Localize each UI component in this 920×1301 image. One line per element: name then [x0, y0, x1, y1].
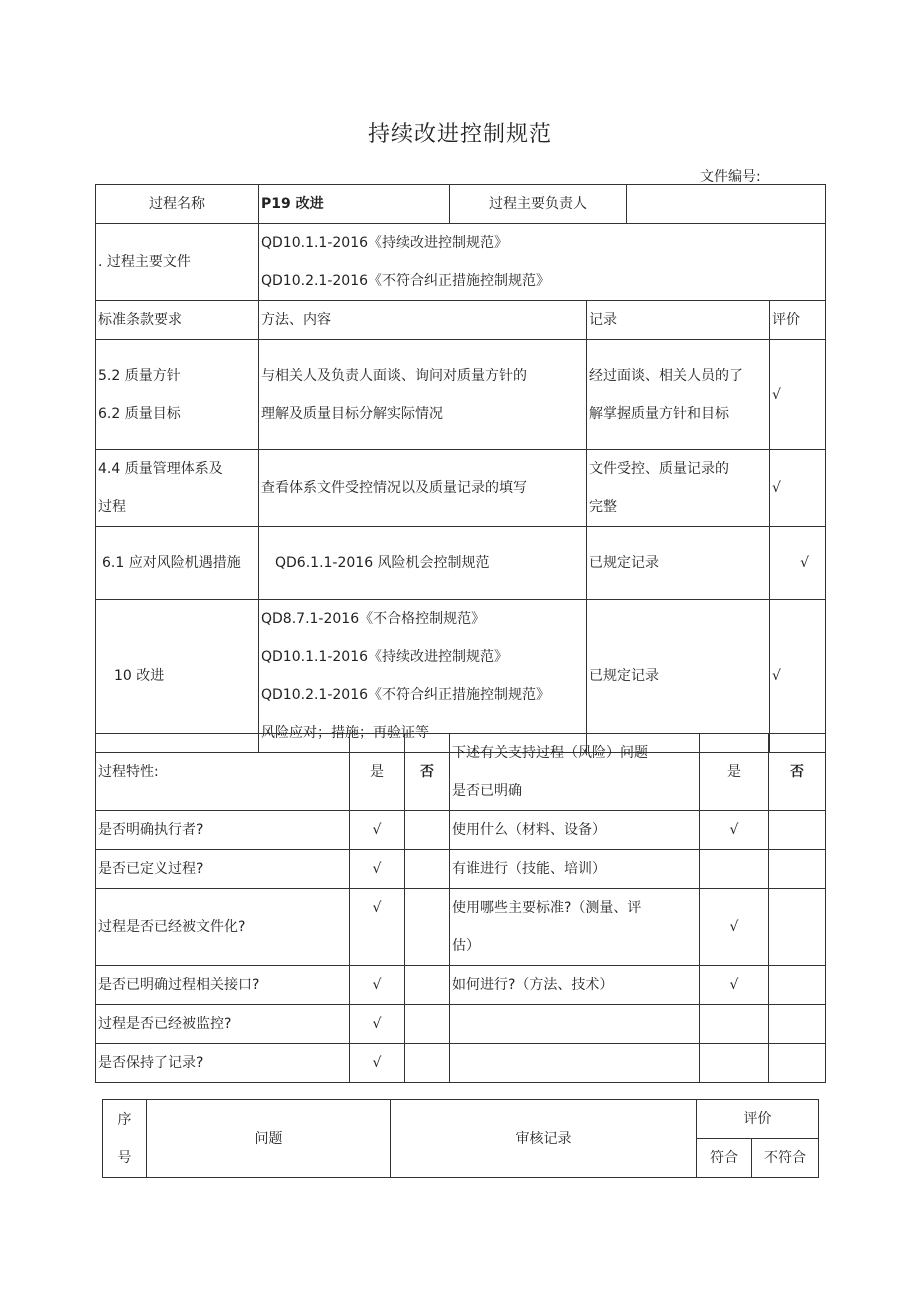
no-check — [769, 850, 826, 889]
method-cell — [259, 450, 587, 527]
page-title: 持续改进控制规范 — [367, 122, 552, 147]
seq-header — [103, 1100, 147, 1178]
clause-cell — [96, 340, 259, 450]
record-cell — [587, 527, 770, 600]
support-question-line: 估） — [452, 938, 480, 954]
no-check — [405, 889, 450, 966]
yes-check: √ — [350, 811, 405, 850]
col-header-eval: 评价 — [770, 301, 826, 340]
question-cell: 是否明确执行者? — [96, 811, 350, 850]
process-table — [95, 184, 826, 753]
no-check — [769, 889, 826, 966]
no-check — [405, 811, 450, 850]
support-header-line: 下述有关支持过程（风险）问题 — [452, 745, 648, 761]
audit-table — [102, 1099, 819, 1178]
question-cell: 是否已明确过程相关接口? — [96, 966, 350, 1005]
characteristics-table — [95, 733, 826, 1083]
eval-check: √ — [770, 340, 826, 450]
method-cell — [259, 600, 587, 753]
record-cell — [587, 600, 770, 753]
no-check — [769, 811, 826, 850]
yes-check — [700, 1044, 769, 1083]
record-line: 已规定记录 — [589, 668, 659, 684]
method-line: 理解及质量目标分解实际情况 — [261, 405, 443, 422]
method-line: 与相关人及负责人面谈、询问对质量方针的 — [261, 367, 527, 384]
question-cell: 过程是否已经被文件化? — [96, 889, 350, 966]
yes-check — [700, 850, 769, 889]
no-check — [405, 1005, 450, 1044]
no-check — [405, 850, 450, 889]
clause-cell — [96, 527, 259, 600]
method-line: 查看体系文件受控情况以及质量记录的填写 — [261, 480, 527, 496]
support-question — [450, 1005, 700, 1044]
support-header — [450, 734, 700, 811]
doc-number-label: 文件编号: — [700, 169, 761, 185]
support-question: 有谁进行（技能、培训） — [450, 850, 700, 889]
col-header-method: 方法、内容 — [259, 301, 587, 340]
record-line: 已规定记录 — [589, 555, 659, 571]
method-line: QD10.1.1-2016《持续改进控制规范》 — [261, 649, 509, 665]
eval-check: √ — [770, 450, 826, 527]
yes-check: √ — [350, 850, 405, 889]
col-header-record: 记录 — [587, 301, 770, 340]
no-header: 否 — [405, 734, 450, 811]
main-doc-line: QD10.2.1-2016《不符合纠正措施控制规范》 — [261, 273, 551, 289]
record-line: 文件受控、质量记录的 — [589, 461, 729, 477]
method-cell — [259, 527, 587, 600]
owner-value — [627, 185, 826, 224]
process-name-value: P19 改进 — [259, 185, 450, 224]
no-check — [405, 1044, 450, 1083]
eval-check: √ — [770, 527, 826, 600]
seq-header-line: 号 — [117, 1149, 132, 1166]
support-question-line: 使用哪些主要标准?（测量、评 — [452, 900, 642, 916]
no-check — [405, 966, 450, 1005]
yes-check: √ — [350, 966, 405, 1005]
yes-header: 是 — [700, 734, 769, 811]
eval-header: 评价 — [697, 1100, 819, 1139]
clause-line: 6.2 质量目标 — [98, 405, 181, 422]
no-check — [769, 1005, 826, 1044]
question-cell: 是否已定义过程? — [96, 850, 350, 889]
no-check — [769, 1044, 826, 1083]
yes-check: √ — [700, 811, 769, 850]
question-header: 问题 — [147, 1100, 391, 1178]
col-header-clause: 标准条款要求 — [96, 301, 259, 340]
yes-check: √ — [350, 1005, 405, 1044]
clause-line: 5.2 质量方针 — [98, 367, 181, 384]
record-cell — [587, 340, 770, 450]
no-header: 否 — [769, 734, 826, 811]
method-line: QD10.2.1-2016《不符合纠正措施控制规范》 — [261, 687, 551, 703]
seq-header-line: 序 — [117, 1111, 132, 1128]
nonconform-header: 不符合 — [752, 1139, 819, 1178]
yes-check: √ — [350, 1044, 405, 1083]
method-line: QD8.7.1-2016《不合格控制规范》 — [261, 611, 486, 627]
main-doc-line: QD10.1.1-2016《持续改进控制规范》 — [261, 235, 509, 251]
no-check — [769, 966, 826, 1005]
yes-check — [700, 1005, 769, 1044]
clause-line: 6.1 应对风险机遇措施 — [102, 555, 241, 571]
conform-header: 符合 — [697, 1139, 752, 1178]
main-docs — [259, 224, 826, 301]
support-question — [450, 889, 700, 966]
clause-line: 10 改进 — [114, 668, 165, 684]
clause-line: 4.4 质量管理体系及 — [98, 461, 223, 477]
record-line: 解掌握质量方针和目标 — [589, 405, 729, 422]
question-cell: 过程是否已经被监控? — [96, 1005, 350, 1044]
owner-label: 过程主要负责人 — [450, 185, 627, 224]
yes-check: √ — [700, 889, 769, 966]
yes-header: 是 — [350, 734, 405, 811]
eval-check: √ — [770, 600, 826, 753]
record-header: 审核记录 — [391, 1100, 697, 1178]
record-cell — [587, 450, 770, 527]
clause-cell — [96, 600, 259, 753]
method-line: QD6.1.1-2016 风险机会控制规范 — [275, 555, 490, 571]
yes-check: √ — [700, 966, 769, 1005]
clause-line: 过程 — [98, 499, 126, 515]
record-line: 完整 — [589, 499, 617, 515]
question-cell: 是否保持了记录? — [96, 1044, 350, 1083]
main-docs-label: . 过程主要文件 — [96, 224, 259, 301]
method-cell — [259, 340, 587, 450]
support-question: 如何进行?（方法、技术） — [450, 966, 700, 1005]
clause-cell — [96, 450, 259, 527]
method-line: 风险应对；措施；再验证等 — [261, 725, 429, 741]
process-name-label: 过程名称 — [96, 185, 259, 224]
record-line: 经过面谈、相关人员的了 — [589, 367, 743, 384]
support-question — [450, 1044, 700, 1083]
yes-check: √ — [350, 889, 405, 966]
characteristics-header: 过程特性: — [96, 734, 350, 811]
support-header-line: 是否已明确 — [452, 783, 522, 799]
support-question: 使用什么（材料、设备） — [450, 811, 700, 850]
